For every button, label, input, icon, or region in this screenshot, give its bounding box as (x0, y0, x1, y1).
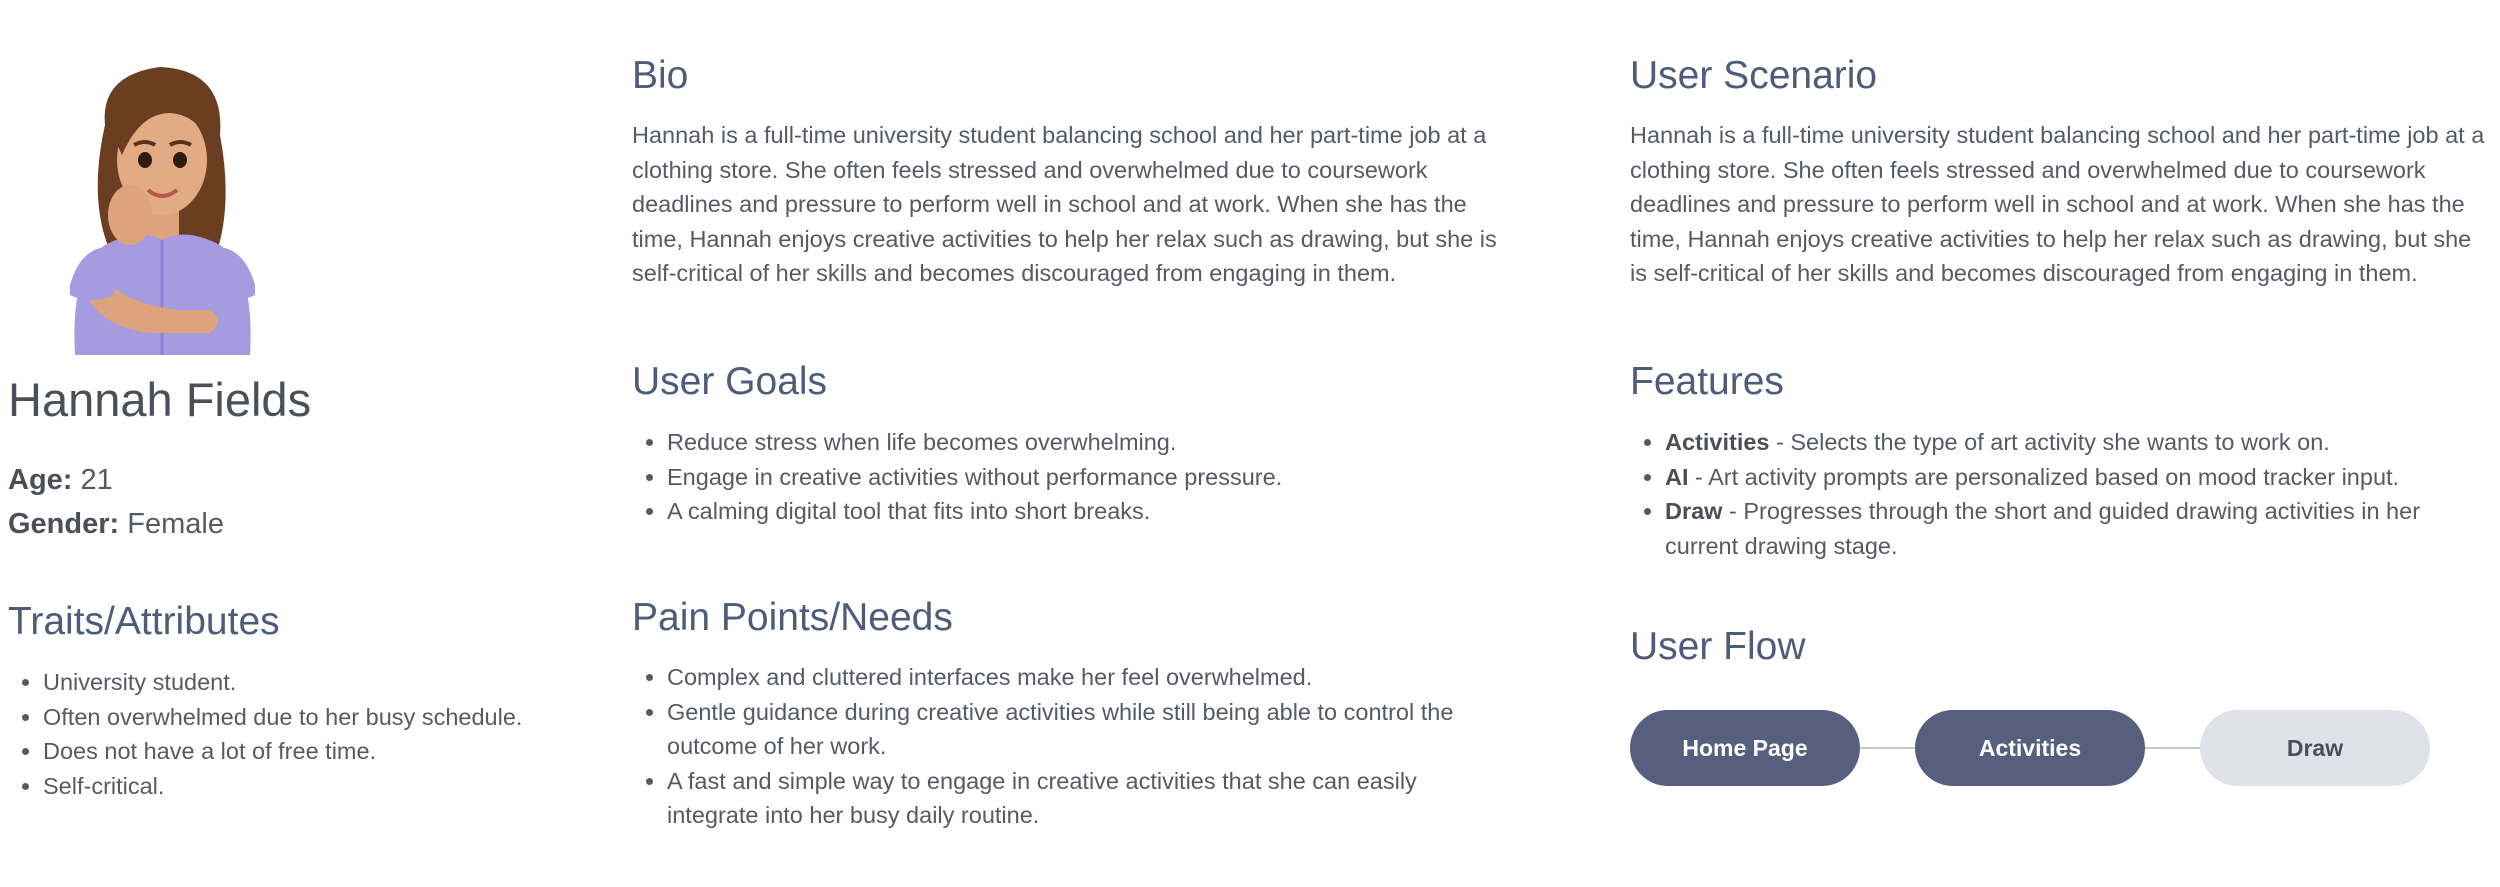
list-item: • Reduce stress when life becomes overwhelming. (667, 425, 1517, 460)
feature-desc: - Progresses through the short and guided drawing activities in her current drawing stage. (1665, 498, 2421, 559)
scenario-heading: User Scenario (1630, 54, 1878, 97)
feature-term: Activities (1665, 429, 1770, 455)
age-value: 21 (80, 464, 113, 496)
user-flow (1630, 710, 2430, 786)
list-item: • University student. (43, 665, 522, 700)
list-item (1665, 460, 2495, 495)
list-item (1665, 425, 2495, 460)
list-item: • A calming digital tool that fits into short breaks. (667, 494, 1517, 529)
flow-step-home-page[interactable]: Home Page (1630, 710, 1860, 786)
feature-term: AI (1665, 463, 1689, 490)
traits-heading: Traits/Attributes (8, 600, 280, 643)
gender-label: Gender: (8, 508, 120, 540)
list-item (1665, 494, 2495, 563)
flow-step-activities[interactable]: Activities (1915, 710, 2145, 786)
traits-list (8, 665, 522, 803)
list-item: • A fast and simple way to engage in creative activities that she can easily integrate into her busy daily routine. (667, 764, 1467, 833)
feature-desc: - Art activity prompts are personalized based on mood tracker input. (1688, 463, 2400, 490)
list-item: • Often overwhelmed due to her busy schedule. (43, 700, 522, 735)
list-item: • Gentle guidance during creative activities while still being able to control the outcome of her work. (667, 695, 1467, 764)
features-heading: Features (1630, 360, 1784, 403)
flow-heading: User Flow (1630, 625, 1806, 668)
age-label: Age: (8, 464, 73, 496)
scenario-text: Hannah is a full-time university student balancing school and her part-time job at a clothing store. She often feels stressed and overwhelmed due to coursework deadlines and pressure to perform well in school and at work. When she has the time, Hannah enjoys creative activities to help her relax such as drawing, but she is self-critical of her skills and becomes discouraged from engaging in them. (1630, 122, 2485, 287)
pain-points-heading: Pain Points/Needs (632, 596, 953, 639)
feature-desc: - Selects the type of art activity she wants to work on. (1769, 429, 2330, 455)
persona-avatar (60, 55, 260, 360)
bio-heading: Bio (632, 54, 689, 97)
gender-value: Female (127, 508, 224, 540)
feature-term: Draw (1665, 498, 1723, 525)
pain-points-list (632, 660, 1467, 833)
persona-name: Hannah Fields (8, 373, 312, 426)
persona-gender (8, 508, 224, 541)
goals-list (632, 425, 1517, 529)
goals-heading: User Goals (632, 360, 828, 403)
features-list (1630, 425, 2495, 563)
list-item: • Self-critical. (43, 769, 522, 804)
list-item: • Engage in creative activities without performance pressure. (667, 460, 1517, 495)
bio-text: Hannah is a full-time university student balancing school and her part-time job at a clothing store. She often feels stressed and overwhelmed due to coursework deadlines and pressure to perform well in school and at work. When she has the time, Hannah enjoys creative activities to help her relax such as drawing, but she is self-critical of her skills and becomes discouraged from engaging in them. (632, 122, 1497, 287)
list-item: • Does not have a lot of free time. (43, 734, 522, 769)
persona-age (8, 464, 113, 497)
flow-step-draw[interactable]: Draw (2200, 710, 2430, 786)
list-item: • Complex and cluttered interfaces make her feel overwhelmed. (667, 660, 1467, 695)
